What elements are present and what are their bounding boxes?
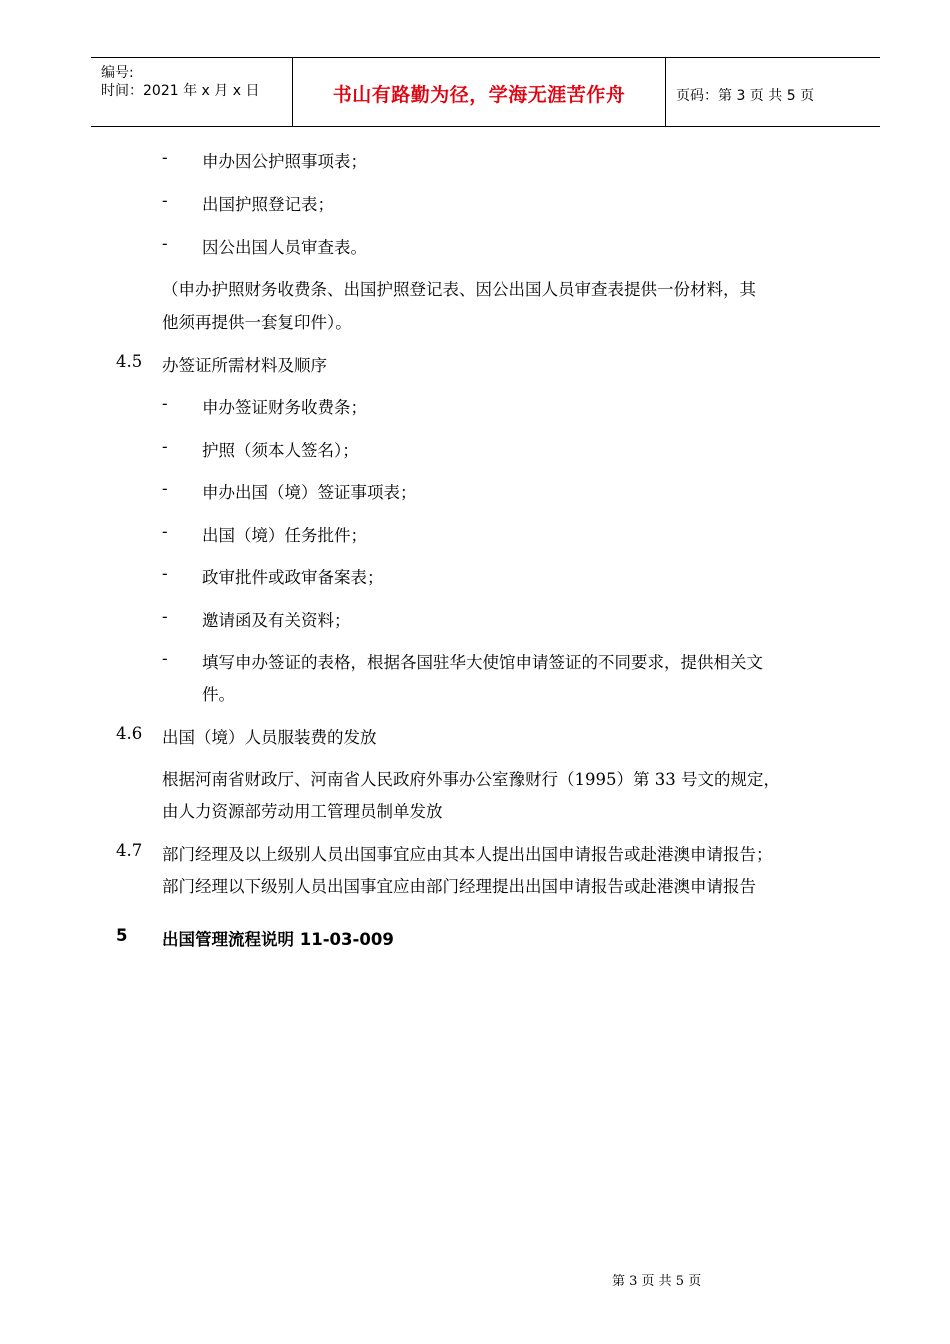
list-item: 邀请函及有关资料； [202, 611, 351, 630]
list-bullet: - [162, 191, 168, 210]
header-motto-cell [293, 58, 666, 126]
note-paragraph: （申办护照财务收费条、出国护照登记表、因公出国人员审查表提供一份材料，其 [162, 280, 756, 299]
header-motto: 书山有路勤为径，学海无涯苦作舟 [332, 84, 626, 106]
list-bullet: - [162, 234, 168, 253]
list-bullet: - [162, 148, 168, 167]
list-item: 因公出国人员审查表。 [202, 238, 367, 257]
list-item: 出国护照登记表； [202, 195, 334, 214]
section-body: 部门经理以下级别人员出国事宜应由部门经理提出出国申请报告或赴港澳申请报告 [162, 877, 756, 896]
section-number: 4.6 [116, 724, 143, 743]
section-title: 出国管理流程说明 11-03-009 [162, 930, 394, 949]
list-bullet: - [162, 564, 168, 583]
section-number: 5 [116, 926, 128, 945]
list-item: 护照（须本人签名）； [202, 441, 359, 460]
list-bullet: - [162, 394, 168, 413]
list-bullet: - [162, 479, 168, 498]
list-bullet: - [162, 522, 168, 541]
list-bullet: - [162, 437, 168, 456]
list-item-continuation: 件。 [202, 685, 235, 704]
header-meta-cell [91, 58, 293, 126]
section-body: 根据河南省财政厅、河南省人民政府外事办公室豫财行（1995）第 33 号文的规定， [162, 770, 780, 789]
section-body: 部门经理及以上级别人员出国事宜应由其本人提出出国申请报告或赴港澳申请报告； [162, 845, 773, 864]
page-header [91, 57, 880, 127]
section-number: 4.7 [116, 841, 143, 860]
list-bullet: - [162, 607, 168, 626]
header-page-number: 页码：第 3 页 共 5 页 [676, 88, 815, 104]
section-number: 4.5 [116, 352, 143, 371]
list-item: 申办签证财务收费条； [202, 398, 367, 417]
header-page-cell [666, 58, 880, 126]
list-item: 申办因公护照事项表； [202, 152, 367, 171]
section-title: 办签证所需材料及顺序 [162, 356, 327, 375]
list-item: 申办出国（境）签证事项表； [202, 483, 417, 502]
list-item: 政审批件或政审备案表； [202, 568, 384, 587]
header-time: 时间：2021 年 x 月 x 日 [101, 83, 260, 99]
page-footer: 第 3 页 共 5 页 [612, 1274, 702, 1289]
note-paragraph: 他须再提供一套复印件）。 [162, 313, 352, 332]
list-item: 出国（境）任务批件； [202, 526, 367, 545]
section-title: 出国（境）人员服装费的发放 [162, 728, 377, 747]
section-body: 由人力资源部劳动用工管理员制单发放 [162, 802, 443, 821]
list-bullet: - [162, 649, 168, 668]
list-item: 填写申办签证的表格，根据各国驻华大使馆申请签证的不同要求，提供相关文 [202, 653, 763, 672]
header-number: 编号: [101, 65, 134, 81]
